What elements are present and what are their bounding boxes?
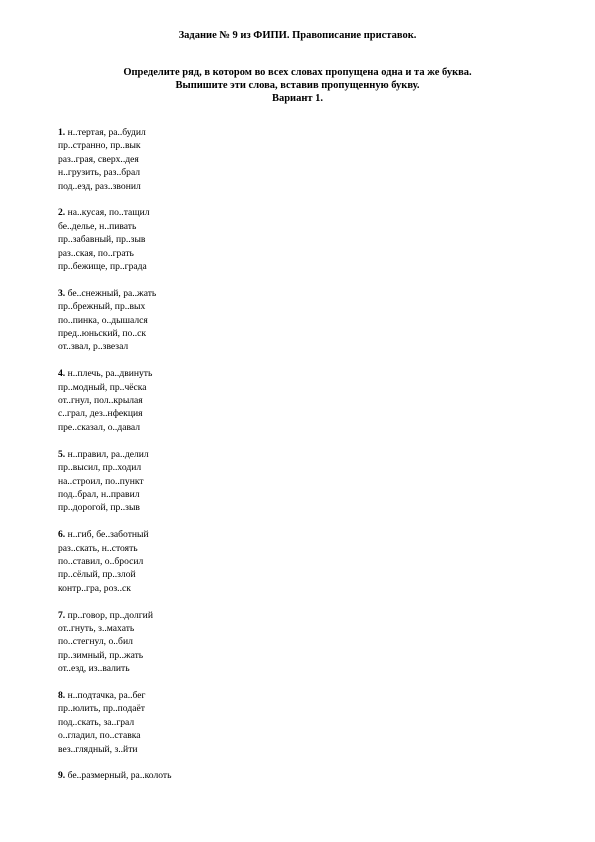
task-line xyxy=(58,609,478,622)
task-line xyxy=(58,421,478,434)
task-line xyxy=(58,689,478,702)
task-group xyxy=(58,689,478,756)
task-line xyxy=(58,702,478,715)
task-words: пр..странно, пр..вык xyxy=(58,140,141,152)
task-line xyxy=(58,327,478,340)
task-line xyxy=(58,220,478,233)
task-groups xyxy=(58,126,478,783)
task-line xyxy=(58,743,478,756)
task-words: бе..размерный, ра..колоть xyxy=(67,770,172,782)
task-line xyxy=(58,367,478,380)
task-line xyxy=(58,555,478,568)
task-words: пр..забавный, пр..зыв xyxy=(58,234,146,246)
task-group xyxy=(58,287,478,354)
task-words: от..гнул, пол..крылая xyxy=(58,395,143,407)
task-line xyxy=(58,233,478,246)
task-line xyxy=(58,528,478,541)
task-words: пр..зимный, пр..жать xyxy=(58,649,144,661)
task-line xyxy=(58,488,478,501)
task-words: пр..юлить, пр..подаёт xyxy=(58,703,145,715)
instruction-line: Определите ряд, в котором во всех словах пропущена одна и та же буква. xyxy=(123,67,472,78)
task-words: вез..глядный, з..йти xyxy=(58,743,138,755)
task-number: 7. xyxy=(58,609,66,621)
task-line xyxy=(58,300,478,313)
task-words: пр..сёлый, пр..злой xyxy=(58,569,136,581)
instructions xyxy=(0,66,595,105)
task-words: бе..снежный, ра..жать xyxy=(67,287,157,299)
task-words: н..подтачка, ра..бег xyxy=(67,689,146,701)
task-number: 6. xyxy=(58,529,66,541)
task-words: с..грал, дез..нфекция xyxy=(58,408,143,420)
task-group xyxy=(58,206,478,273)
task-words: о..гладил, по..ставка xyxy=(58,730,141,742)
task-line xyxy=(58,568,478,581)
task-line xyxy=(58,542,478,555)
task-group xyxy=(58,448,478,515)
task-line xyxy=(58,180,478,193)
task-line xyxy=(58,260,478,273)
task-line xyxy=(58,287,478,300)
task-number: 1. xyxy=(58,127,66,138)
task-line xyxy=(58,340,478,353)
task-line xyxy=(58,649,478,662)
task-line xyxy=(58,166,478,179)
task-line xyxy=(58,475,478,488)
task-words: н..гиб, бе..заботный xyxy=(67,529,149,541)
task-words: н..плечь, ра..двинуть xyxy=(67,368,153,380)
task-words: раз..скать, н..стоять xyxy=(58,542,138,554)
task-line xyxy=(58,247,478,260)
task-words: от..езд, из..валить xyxy=(58,663,130,675)
task-line xyxy=(58,206,478,219)
task-words: пр..дорогой, пр..зыв xyxy=(58,502,140,514)
task-words: пр..модный, пр..чёска xyxy=(58,381,147,393)
task-words: под..езд, раз..звонил xyxy=(58,180,141,192)
task-line xyxy=(58,582,478,595)
task-words: по..стегнул, о..бил xyxy=(58,636,133,648)
task-number: 2. xyxy=(58,207,66,219)
task-words: по..пинка, о..дышался xyxy=(58,314,148,326)
task-line xyxy=(58,394,478,407)
task-group xyxy=(58,609,478,676)
task-words: под..брал, н..правил xyxy=(58,488,140,500)
task-number: 3. xyxy=(58,287,66,299)
worksheet-header xyxy=(0,29,595,105)
task-number: 8. xyxy=(58,689,66,701)
variant-label: Вариант 1. xyxy=(271,93,324,104)
task-words: пр..брежный, пр..вых xyxy=(58,301,146,313)
task-words: н..грузить, раз..брал xyxy=(58,167,141,179)
task-words: пре..сказал, о..давал xyxy=(58,421,141,433)
task-number: 5. xyxy=(58,448,66,460)
task-line xyxy=(58,729,478,742)
task-line xyxy=(58,769,478,782)
task-words: на..кусая, по..тащил xyxy=(67,207,150,219)
task-words: пр..говор, пр..долгий xyxy=(67,609,153,621)
instruction-line: Выпишите эти слова, вставив пропущенную букву. xyxy=(175,80,420,91)
task-words: н..правил, ра..делил xyxy=(67,448,149,460)
task-words: раз..грая, сверх..дея xyxy=(58,153,139,165)
task-line xyxy=(58,448,478,461)
task-line xyxy=(58,716,478,729)
task-line xyxy=(58,139,478,152)
task-line xyxy=(58,622,478,635)
task-number: 9. xyxy=(58,770,66,782)
task-line xyxy=(58,662,478,675)
task-group xyxy=(58,528,478,595)
task-words: от..звал, р..звезал xyxy=(58,341,129,353)
page-title: Задание № 9 из ФИПИ. Правописание приставок. xyxy=(178,30,417,41)
task-group xyxy=(58,367,478,434)
task-line xyxy=(58,381,478,394)
task-words: бе..делье, н..пивать xyxy=(58,220,137,232)
task-line xyxy=(58,126,478,139)
task-words: пр..бежище, пр..града xyxy=(58,261,147,273)
task-words: под..скать, за..грал xyxy=(58,716,135,728)
task-line xyxy=(58,153,478,166)
task-words: от..гнуть, з..махать xyxy=(58,622,135,634)
task-group xyxy=(58,769,478,782)
task-number: 4. xyxy=(58,368,66,380)
task-line xyxy=(58,461,478,474)
task-words: н..тертая, ра..будил xyxy=(67,127,146,138)
task-words: пр..высил, пр..ходил xyxy=(58,462,142,474)
task-line xyxy=(58,407,478,420)
task-words: по..ставил, о..бросил xyxy=(58,555,144,567)
task-line xyxy=(58,314,478,327)
task-words: раз..ская, по..грать xyxy=(58,247,134,259)
task-line xyxy=(58,635,478,648)
task-words: на..строил, по..пункт xyxy=(58,475,144,487)
task-words: контр..гра, роз..ск xyxy=(58,582,131,594)
task-words: пред..юньский, по..ск xyxy=(58,328,147,340)
task-line xyxy=(58,501,478,514)
task-group xyxy=(58,126,478,193)
